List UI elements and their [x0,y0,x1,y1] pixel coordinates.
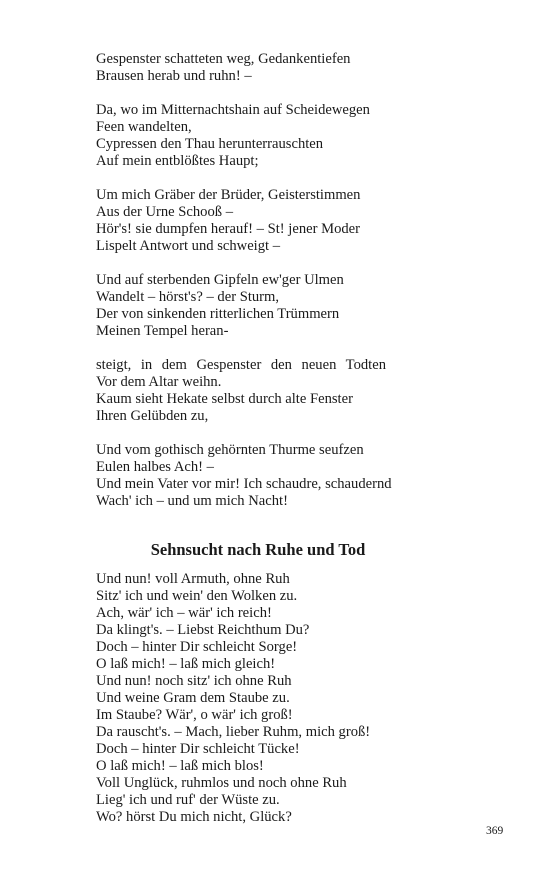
verse-line: Hör's! sie dumpfen herauf! – St! jener Moder [96,221,361,237]
verse-line: Da klingt's. – Liebst Reichthum Du? [96,622,310,638]
verse-line: Ihren Gelübden zu, [96,408,209,424]
stanza-4 [96,272,436,340]
verse-line: O laß mich! – laß mich blos! [96,758,264,774]
verse-line: Aus der Urne Schooß – [96,204,233,220]
verse-line: Da, wo im Mitternachtshain auf Scheidewegen [96,102,370,118]
page-number: 369 [486,825,504,837]
verse-line: Und auf sterbenden Gipfeln ew'ger Ulmen [96,272,344,288]
verse-line: Und mein Vater vor mir! Ich schaudre, schaudernd [96,476,392,492]
stanza-2 [96,102,436,170]
stanza-5 [96,357,436,425]
verse-line: Vor dem Altar weihn. [96,374,222,390]
verse-line: Eulen halbes Ach! – [96,459,214,475]
verse-line: Sitz' ich und wein' den Wolken zu. [96,588,298,604]
verse-line: Lieg' ich und ruf' der Wüste zu. [96,792,280,808]
verse-line: Im Staube? Wär', o wär' ich groß! [96,707,293,723]
verse-line: Gespenster schatteten weg, Gedankentiefen [96,51,351,67]
stanza-3 [96,187,436,255]
verse-line: Da rauscht's. – Mach, lieber Ruhm, mich groß! [96,724,371,740]
verse-line: Meinen Tempel heran- [96,323,229,339]
verse-line: Und nun! noch sitz' ich ohne Ruh [96,673,292,689]
verse-line: Brausen herab und ruhn! – [96,68,252,84]
verse-line: Der von sinkenden ritterlichen Trümmern [96,306,340,322]
verse-line: O laß mich! – laß mich gleich! [96,656,276,672]
stanza-1 [96,51,436,85]
stanza-6 [96,442,436,510]
poem-2-body [96,571,436,826]
verse-line: steigt, in dem Gespenster den neuen Todten [96,357,386,373]
poem-title: Sehnsucht nach Ruhe und Tod [150,540,366,559]
verse-line: Und weine Gram dem Staube zu. [96,690,290,706]
verse-line: Auf mein entblößtes Haupt; [96,153,259,169]
verse-line: Wach' ich – und um mich Nacht! [96,493,288,509]
verse-line: Doch – hinter Dir schleicht Sorge! [96,639,298,655]
page-body [96,51,436,843]
verse-line: Voll Unglück, ruhmlos und noch ohne Ruh [96,775,347,791]
verse-line: Und nun! voll Armuth, ohne Ruh [96,571,290,587]
verse-line: Kaum sieht Hekate selbst durch alte Fenster [96,391,353,407]
verse-line: Wandelt – hörst's? – der Sturm, [96,289,280,305]
verse-line: Feen wandelten, [96,119,192,135]
verse-line: Um mich Gräber der Brüder, Geisterstimmen [96,187,361,203]
verse-line: Cypressen den Thau herunterrauschten [96,136,324,152]
verse-line: Und vom gothisch gehörnten Thurme seufzen [96,442,364,458]
verse-line: Ach, wär' ich – wär' ich reich! [96,605,272,621]
verse-line: Wo? hörst Du mich nicht, Glück? [96,809,292,825]
verse-line: Doch – hinter Dir schleicht Tücke! [96,741,300,757]
verse-line: Lispelt Antwort und schweigt – [96,238,281,254]
